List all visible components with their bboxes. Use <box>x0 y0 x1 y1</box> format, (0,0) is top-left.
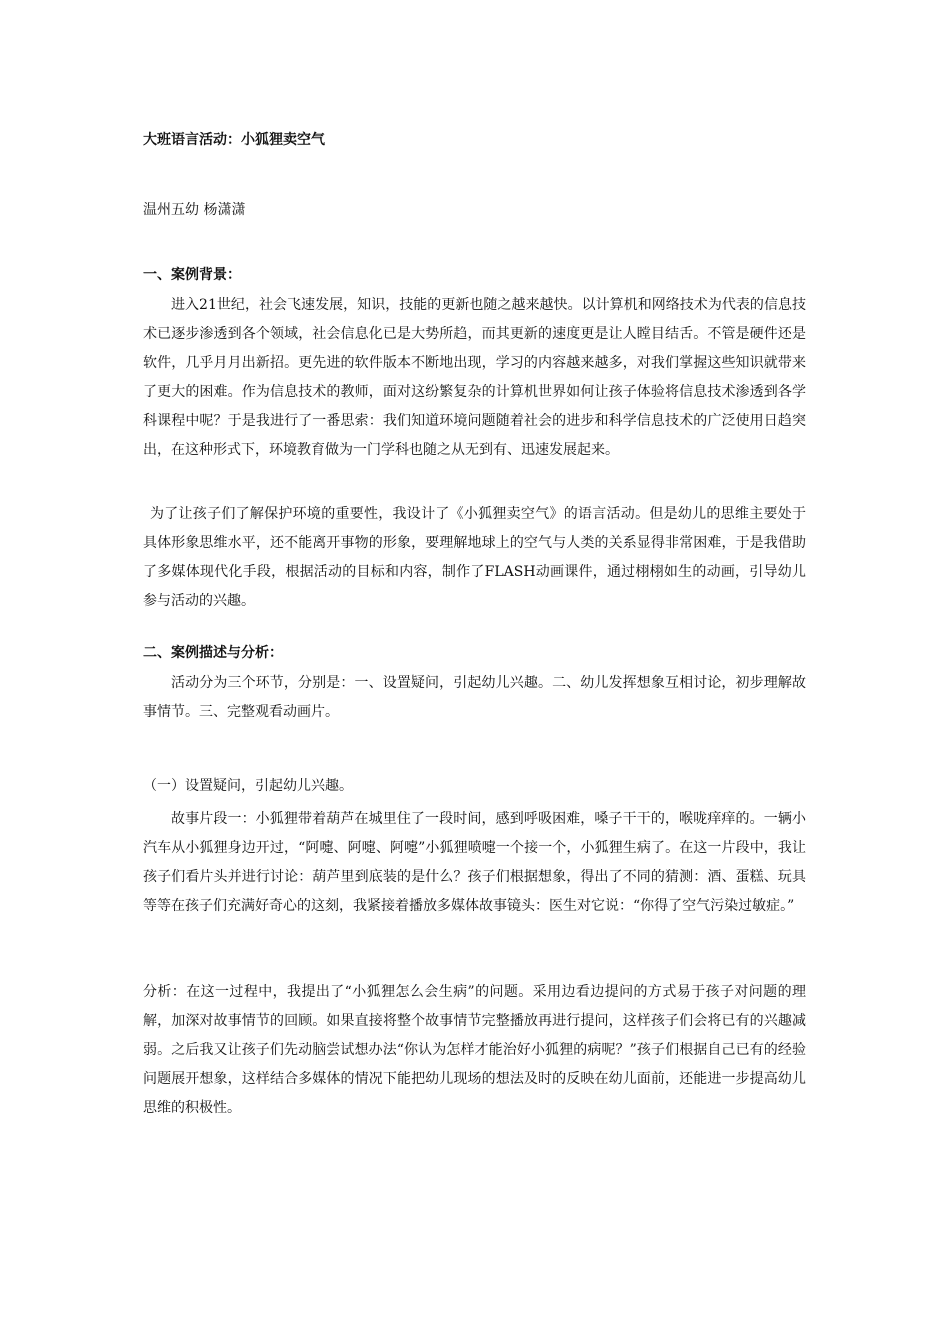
document-author: 温州五幼 杨潇潇 <box>143 202 246 218</box>
section1-paragraph1: 进入21世纪，社会飞速发展，知识，技能的更新也随之越来越快。以计算机和网络技术为代表的信息技术已逐步渗透到各个领域，社会信息化已是大势所趋，而其更新的速度更是让人瞠目结舌。不管是硬件还是软件，几乎月月出新招。更先进的软件版本不断地出现，学习的内容越来越多，对我们掌握这些知识就带来了更大的困难。作为信息技术的教师，面对这纷繁复杂的计算机世界如何让孩子体验将信息技术渗透到各学科课程中呢？于是我进行了一番思索：我们知道环境问题随着社会的进步和科学信息技术的广泛使用日趋突出，在这种形式下，环境教育做为一门学科也随之从无到有、迅速发展起来。 <box>143 297 806 458</box>
story-paragraph: 故事片段一：小狐狸带着葫芦在城里住了一段时间，感到呼吸困难，嗓子干干的，喉咙痒痒的。一辆小汽车从小狐狸身边开过，“阿嚏、阿嚏、阿嚏”小狐狸喷嚏一个接一个，小狐狸生病了。在这一片段中，我让孩子们看片头并进行讨论：葫芦里到底装的是什么？孩子们根据想象，得出了不同的猜测：酒、蛋糕、玩具等等在孩子们充满好奇心的这刻，我紧接着播放多媒体故事镜头：医生对它说：“你得了空气污染过敏症。” <box>143 811 806 914</box>
document-title: 大班语言活动：小狐狸卖空气 <box>143 132 325 148</box>
subsection1-heading: （一）设置疑问，引起幼儿兴趣。 <box>143 778 353 794</box>
section2-paragraph1: 活动分为三个环节，分别是：一、设置疑问，引起幼儿兴趣。二、幼儿发挥想象互相讨论，初步理解故事情节。三、完整观看动画片。 <box>143 675 806 720</box>
section1-paragraph2: 为了让孩子们了解保护环境的重要性，我设计了《小狐狸卖空气》的语言活动。但是幼儿的思维主要处于具体形象思维水平，还不能离开事物的形象，要理解地球上的空气与人类的关系显得非常困难，于是我借助了多媒体现代化手段，根据活动的目标和内容，制作了FLASH动画课件，通过栩栩如生的动画，引导幼儿参与活动的兴趣。 <box>143 506 806 609</box>
section2-heading: 二、案例描述与分析： <box>143 645 283 661</box>
section1-heading: 一、案例背景： <box>143 267 241 283</box>
analysis-paragraph: 分析：在这一过程中，我提出了“小狐狸怎么会生病”的问题。采用边看边提问的方式易于孩子对问题的理解，加深对故事情节的回顾。如果直接将整个故事情节完整播放再进行提问，这样孩子们会将已有的兴趣减弱。之后我又让孩子们先动脑尝试想办法“你认为怎样才能治好小狐狸的病呢？”孩子们根据自己已有的经验问题展开想象，这样结合多媒体的情况下能把幼儿现场的想法及时的反映在幼儿面前，还能进一步提高幼儿思维的积极性。 <box>143 984 806 1116</box>
